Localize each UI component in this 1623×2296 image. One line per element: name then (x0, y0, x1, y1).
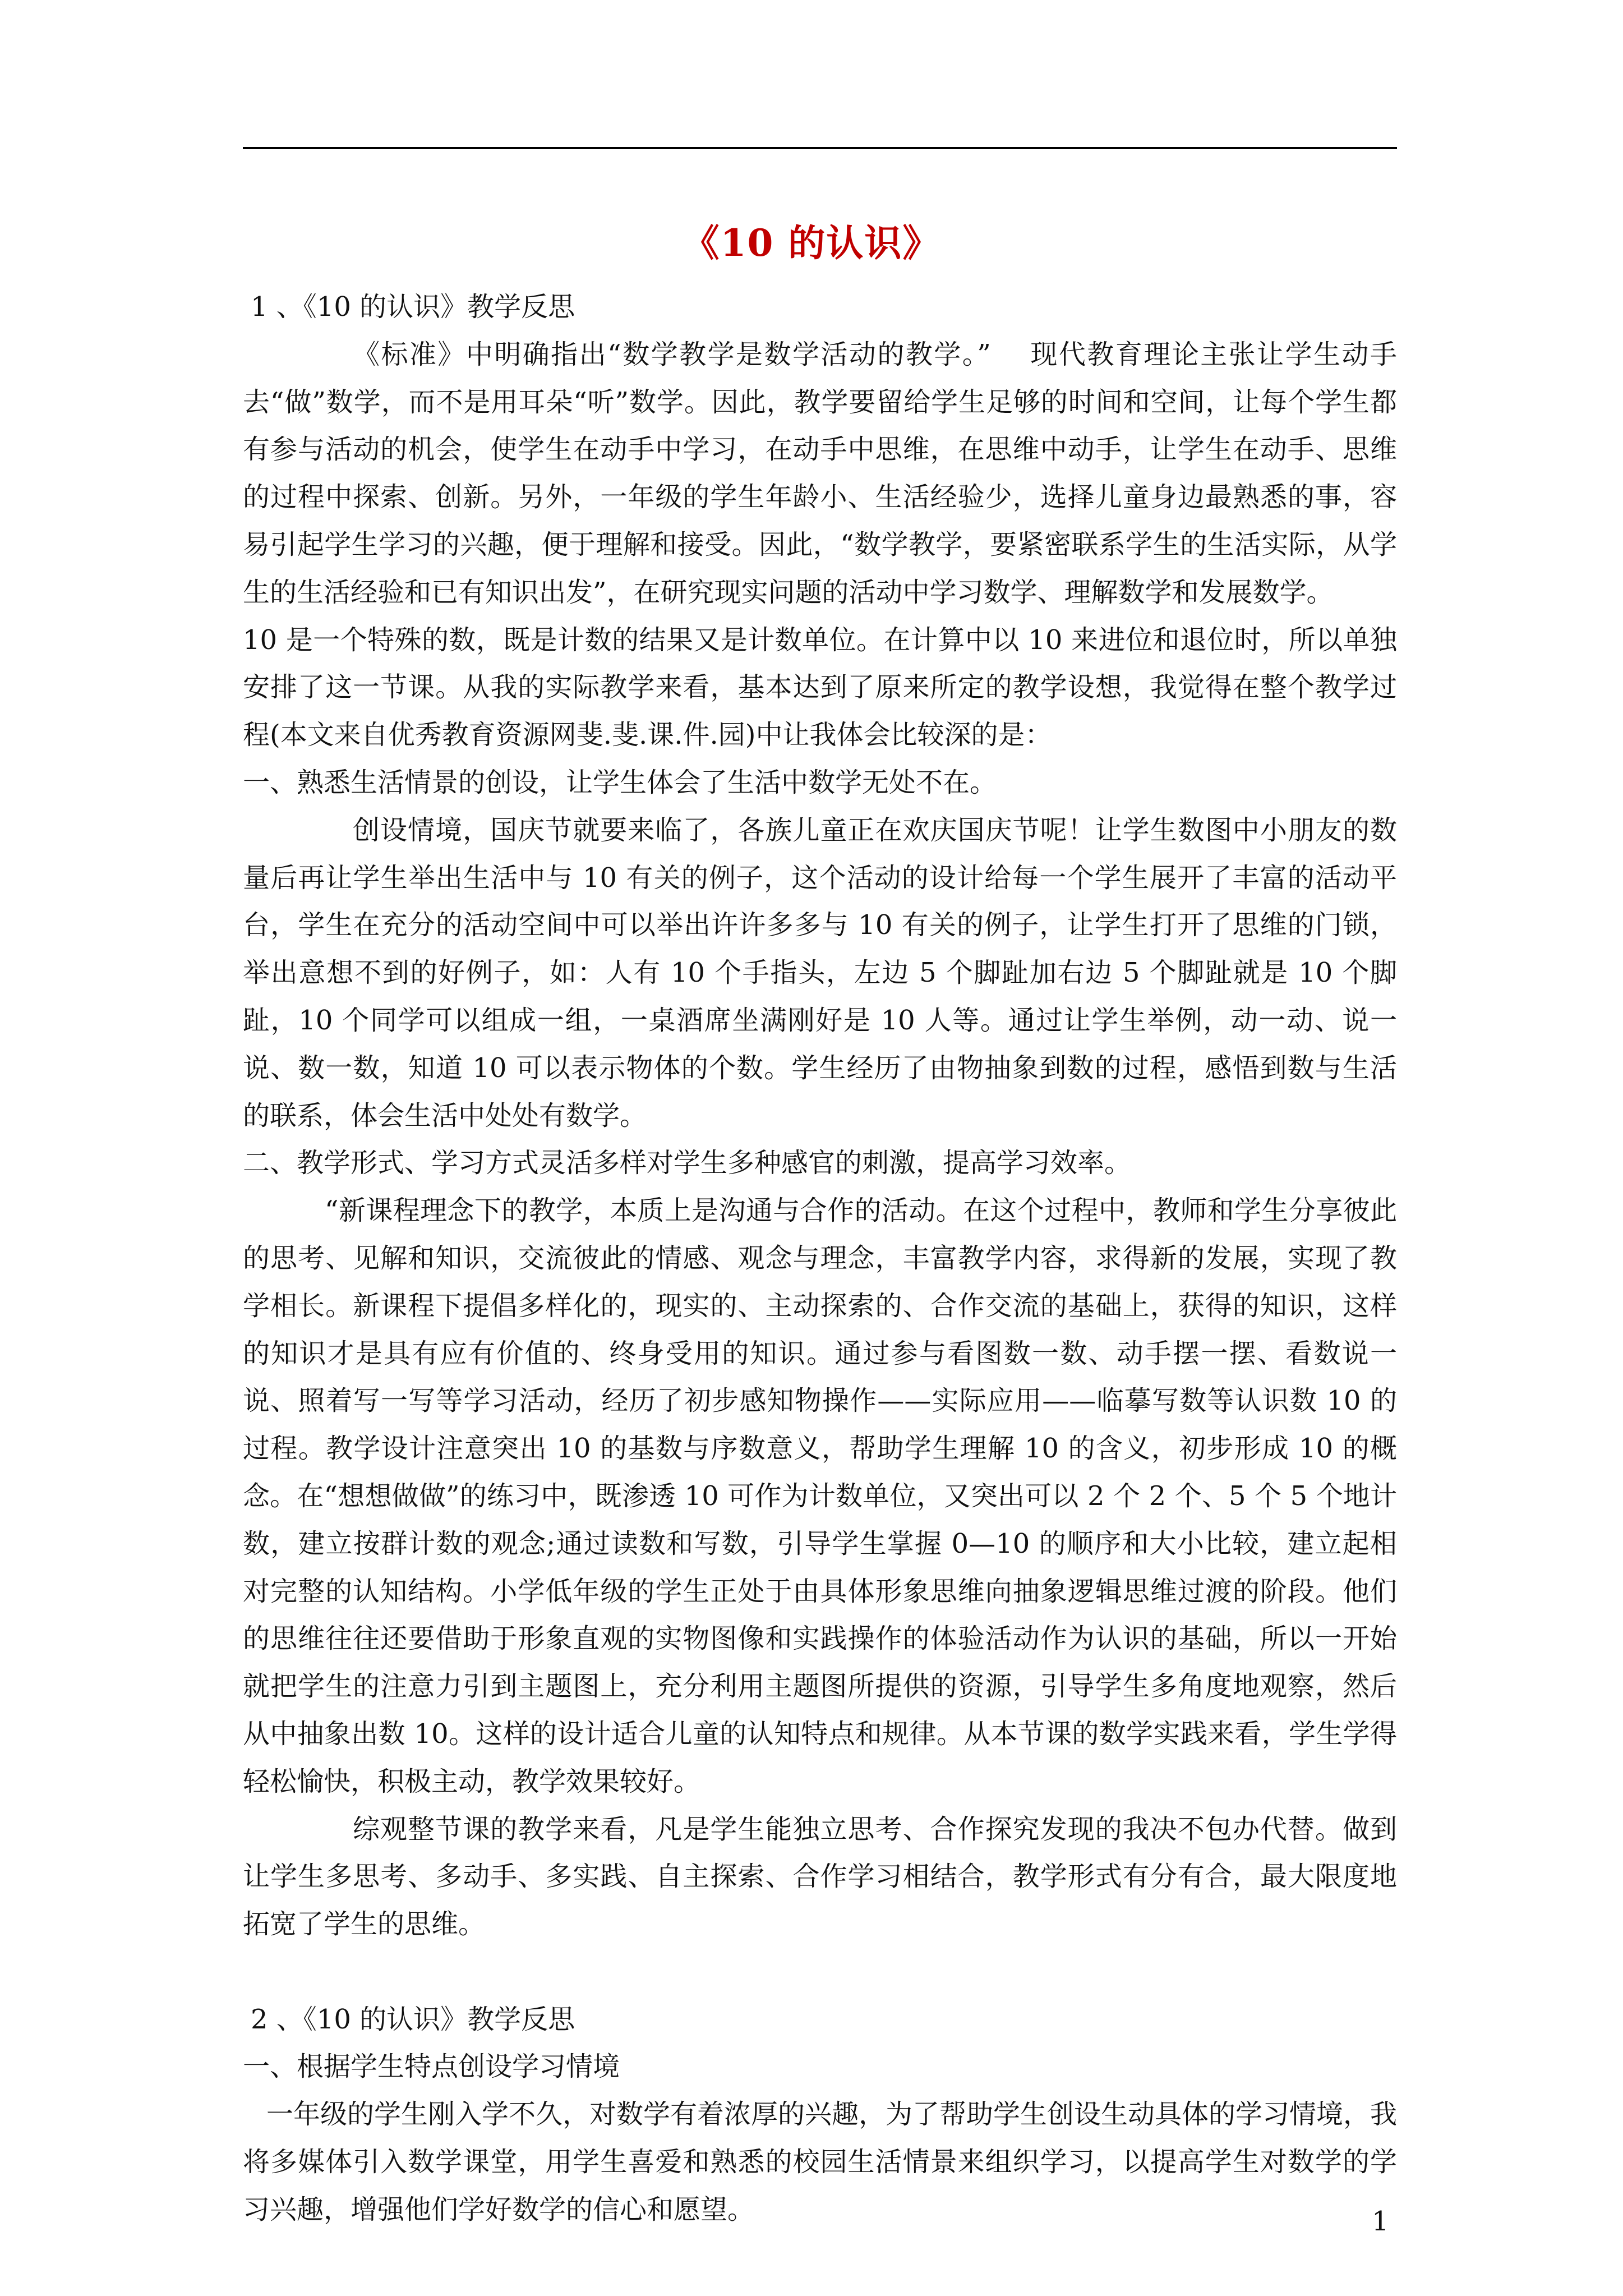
paragraph: 创设情境，国庆节就要来临了，各族儿童正在欢庆国庆节呢！让学生数图中小朋友的数量后再让学生举出生活中与 10 有关的例子，这个活动的设计给每一个学生展开了丰富的活动平台，学生在充分的活动空间中可以举出许许多多与 10 有关的例子，让学生打开了思维的门锁，举出意想不到的好例子，如：人有 10 个手指头，左边 5 个脚趾加右边 5 个脚趾就是 10 个脚趾，10 个同学可以组成一组，一桌酒席坐满刚好是 10 人等。通过让学生举例，动一动、说一说、数一数，知道 10 可以表示物体的个数。学生经历了由物抽象到数的过程，感悟到数与生活的联系，体会生活中处处有数学。 (243, 814, 1397, 1131)
section-heading: 2 、《10 的认识》教学反思 (251, 2003, 575, 2035)
paragraph: 一年级的学生刚入学不久，对数学有着浓厚的兴趣，为了帮助学生创设生动具体的学习情境，我将多媒体引入数学课堂，用学生喜爱和熟悉的校园生活情景来组织学习，以提高学生对数学的学习兴趣，增强他们学好数学的信心和愿望。 (243, 2099, 1398, 2225)
paragraph: “新课程理念下的教学，本质上是沟通与合作的活动。在这个过程中，教师和学生分享彼此的思考、见解和知识，交流彼此的情感、观念与理念，丰富教学内容，求得新的发展，实现了教学相长。新课程下提倡多样化的，现实的、主动探索的、合作交流的基础上，获得的知识，这样的知识才是具有应有价值的、终身受用的知识。通过参与看图数一数、动手摆一摆、看数说一说、照着写一写等学习活动，经历了初步感知物操作——实际应用——临摹写数等认识数 10 的过程。教学设计注意突出 10 的基数与序数意义，帮助学生理解 10 的含义，初步形成 10 的概念。在“想想做做”的练习中，既渗透 10 可作为计数单位，又突出可以 2 个 2 个、5 个 5 个地计数，建立按群计数的观念;通过读数和写数，引导学生掌握 0—10 的顺序和大小比较，建立起相对完整的认知结构。小学低年级的学生正处于由具体形象思维向抽象逻辑思维过渡的阶段。他们的思维往往还要借助于形象直观的实物图像和实践操作的体验活动作为认识的基础，所以一开始就把学生的注意力引到主题图上，充分利用主题图所提供的资源，引导学生多角度地观察，然后从中抽象出数 10。这样的设计适合儿童的认知特点和规律。从本节课的数学实践来看，学生学得轻松愉快，积极主动，教学效果较好。 (243, 1195, 1397, 1797)
subheading: 一、熟悉生活情景的创设，让学生体会了生活中数学无处不在。 (243, 766, 997, 798)
subheading: 一、根据学生特点创设学习情境 (243, 2051, 620, 2083)
subheading: 二、教学形式、学习方式灵活多样对学生多种感官的刺激，提高学习效率。 (243, 1147, 1132, 1179)
paragraph: 综观整节课的教学来看，凡是学生能独立思考、合作探究发现的我决不包办代替。做到让学生多思考、多动手、多实践、自主探索、合作学习相结合，教学形式有分有合，最大限度地拓宽了学生的思维。 (243, 1813, 1397, 1940)
paragraph: 10 是一个特殊的数，既是计数的结果又是计数单位。在计算中以 10 来进位和退位时，所以单独安排了这一节课。从我的实际教学来看，基本达到了原来所定的教学设想，我觉得在整个教学过程(本文来自优秀教育资源网斐.斐.课.件.园)中让我体会比较深的是： (243, 624, 1397, 751)
paragraph: 《标准》中明确指出“数学教学是数学活动的教学。” 现代教育理论主张让学生动手去“做”数学，而不是用耳朵“听”数学。因此，教学要留给学生足够的时间和空间，让每个学生都有参与活动的机会，使学生在动手中学习，在动手中思维，在思维中动手，让学生在动手、思维的过程中探索、创新。另外，一年级的学生年龄小、生活经验少，选择儿童身边最熟悉的事，容易引起学生学习的兴趣，便于理解和接受。因此，“数学教学，要紧密联系学生的生活实际，从学生的生活经验和已有知识出发”，在研究现实问题的活动中学习数学、理解数学和发展数学。 (243, 338, 1397, 608)
page-title: 《10 的认识》 (682, 221, 941, 265)
document-body (243, 283, 1397, 2234)
section-heading: 1 、《10 的认识》教学反思 (251, 291, 575, 323)
header-rule (243, 147, 1397, 149)
section-gap (243, 1948, 1397, 1996)
page-number: 1 (1372, 2206, 1389, 2237)
